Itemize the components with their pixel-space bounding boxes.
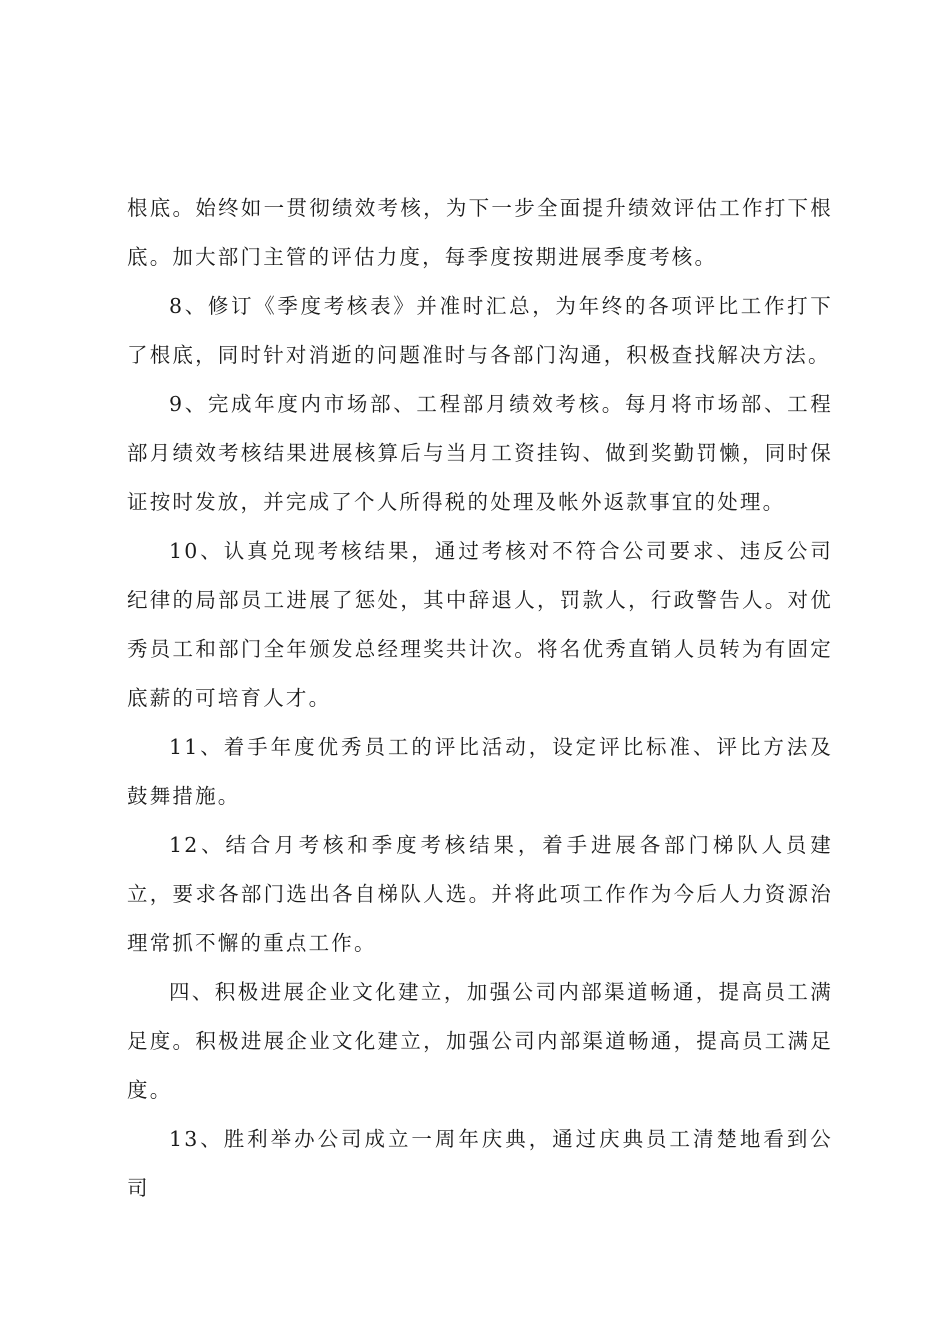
paragraph-item-13: 13、胜利举办公司成立一周年庆典，通过庆典员工清楚地看到公司 <box>127 1127 833 1200</box>
paragraph-item-8: 8、修订《季度考核表》并准时汇总，为年终的各项评比工作打下了根底，同时针对消逝的问题准时与各部门沟通，积极查找解决方法。 <box>127 294 833 367</box>
section-heading-four: 四、积极进展企业文化建立，加强公司内部渠道畅通，提高员工满足度。积极进展企业文化建立，加强公司内部渠道畅通，提高员工满足度。 <box>127 980 833 1102</box>
paragraph-item-12: 12、结合月考核和季度考核结果，着手进展各部门梯队人员建立，要求各部门选出各自梯队人选。并将此项工作作为今后人力资源治理常抓不懈的重点工作。 <box>127 833 833 955</box>
paragraph-1: 根底。始终如一贯彻绩效考核，为下一步全面提升绩效评估工作打下根底。加大部门主管的评估力度，每季度按期进展季度考核。 <box>127 196 833 269</box>
paragraph-item-10: 10、认真兑现考核结果，通过考核对不符合公司要求、违反公司纪律的局部员工进展了惩处，其中辞退人，罚款人，行政警告人。对优秀员工和部门全年颁发总经理奖共计次。将名优秀直销人员转为有固定底薪的可培育人才。 <box>127 539 833 710</box>
paragraph-item-9: 9、完成年度内市场部、工程部月绩效考核。每月将市场部、工程部月绩效考核结果进展核算后与当月工资挂钩、做到奖勤罚懒，同时保证按时发放，并完成了个人所得税的处理及帐外返款事宜的处理。 <box>127 392 833 514</box>
document-body <box>127 184 833 1213</box>
paragraph-item-11: 11、着手年度优秀员工的评比活动，设定评比标准、评比方法及鼓舞措施。 <box>127 735 833 808</box>
